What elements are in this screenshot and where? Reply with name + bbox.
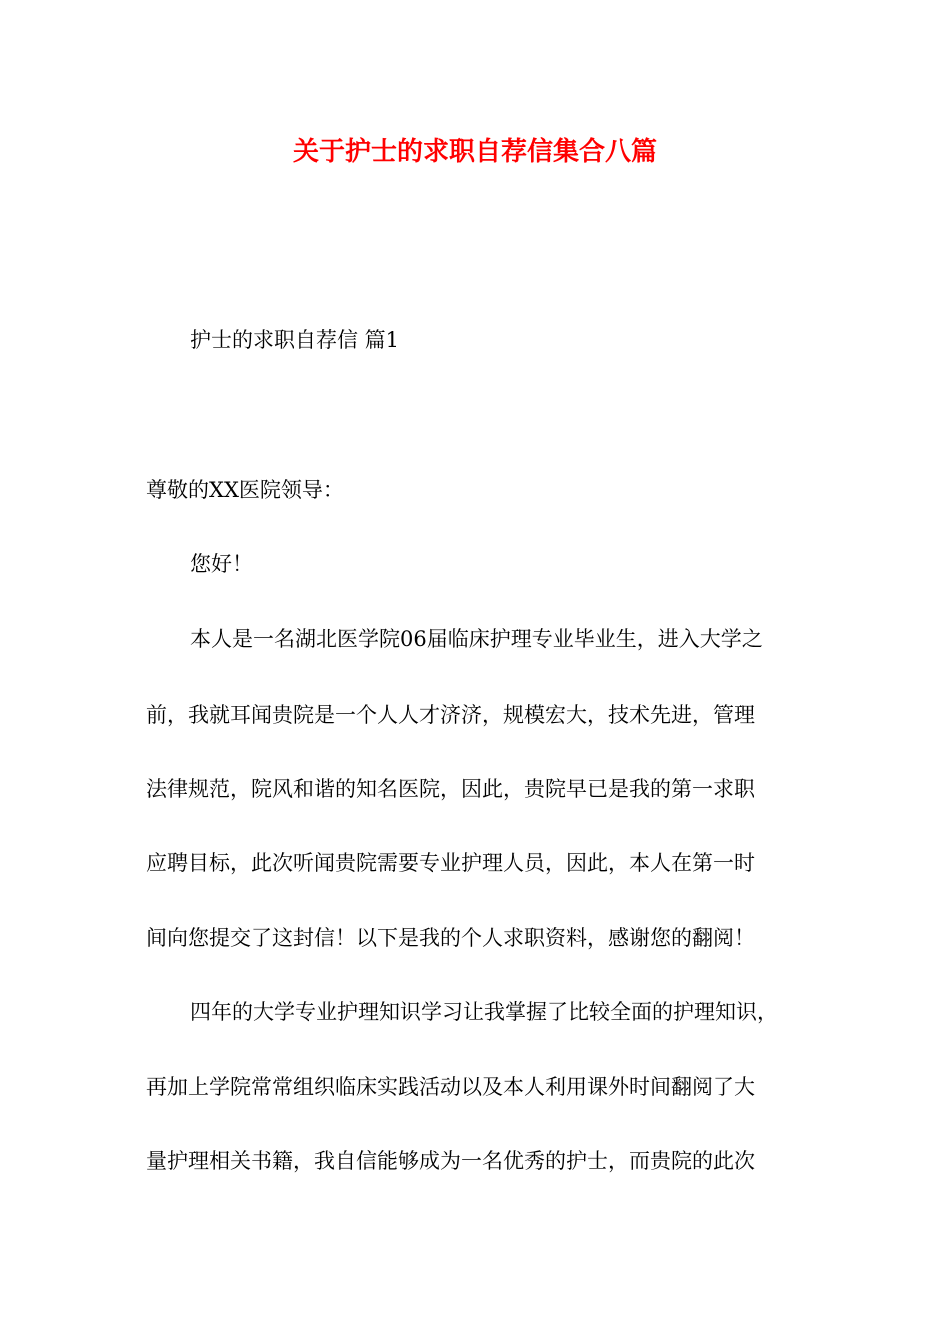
document-title: 关于护士的求职自荐信集合八篇 — [292, 137, 657, 167]
paragraph-line: 本人是一名湖北医学院06届临床护理专业毕业生，进入大学之 — [190, 627, 763, 651]
paragraph-line: 量护理相关书籍，我自信能够成为一名优秀的护士，而贵院的此次 — [146, 1149, 755, 1173]
paragraph-line: 法律规范，院风和谐的知名医院，因此，贵院早已是我的第一求职 — [146, 777, 755, 801]
paragraph-line: 四年的大学专业护理知识学习让我掌握了比较全面的护理知识， — [190, 1000, 778, 1024]
greeting: 您好！ — [190, 552, 253, 576]
salutation: 尊敬的XX医院领导： — [146, 478, 344, 502]
paragraph-line: 前，我就耳闻贵院是一个人人才济济，规模宏大，技术先进，管理 — [146, 703, 755, 727]
paragraph-line: 间向您提交了这封信！以下是我的个人求职资料，感谢您的翻阅！ — [146, 926, 755, 950]
section-heading: 护士的求职自荐信 篇1 — [190, 328, 400, 352]
paragraph-line: 应聘目标，此次听闻贵院需要专业护理人员，因此，本人在第一时 — [146, 851, 755, 875]
paragraph-line: 再加上学院常常组织临床实践活动以及本人利用课外时间翻阅了大 — [146, 1075, 755, 1099]
